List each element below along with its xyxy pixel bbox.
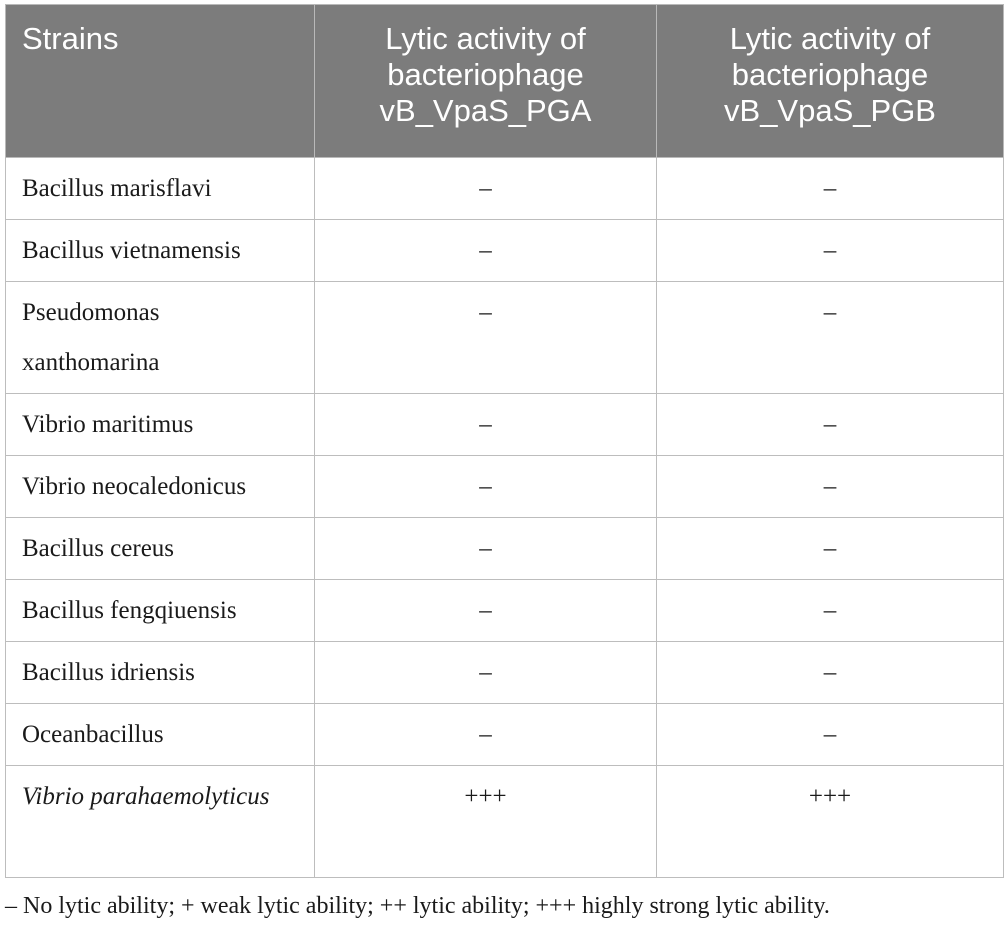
pgb-activity-cell: –	[657, 580, 1004, 642]
pgb-activity-cell: –	[657, 704, 1004, 766]
table-row	[6, 580, 1004, 642]
table-row	[6, 704, 1004, 766]
pgb-activity-cell: +++	[657, 766, 1004, 878]
pga-activity-cell: –	[315, 642, 657, 704]
pga-activity-cell: –	[315, 580, 657, 642]
pga-activity-cell: –	[315, 220, 657, 282]
strain-cell: Bacillus idriensis	[6, 642, 315, 704]
table-footnote: – No lytic ability; + weak lytic ability; ++ lytic ability; +++ highly strong lytic ability.	[5, 893, 830, 919]
strain-cell: Bacillus vietnamensis	[6, 220, 315, 282]
pga-activity-cell: –	[315, 518, 657, 580]
pgb-activity-cell: –	[657, 642, 1004, 704]
table-row	[6, 518, 1004, 580]
pga-activity-cell: –	[315, 704, 657, 766]
pga-activity-cell: –	[315, 394, 657, 456]
pgb-activity-cell: –	[657, 282, 1004, 394]
table-row	[6, 456, 1004, 518]
table-row	[6, 394, 1004, 456]
table-row	[6, 642, 1004, 704]
strain-cell: Oceanbacillus	[6, 704, 315, 766]
pgb-activity-cell: –	[657, 158, 1004, 220]
pgb-activity-cell: –	[657, 394, 1004, 456]
strain-cell: Vibrio neocaledonicus	[6, 456, 315, 518]
lytic-activity-table	[5, 4, 1004, 878]
header-strains: Strains	[6, 5, 315, 158]
strain-cell: Bacillus fengqiuensis	[6, 580, 315, 642]
strain-cell: Vibrio parahaemolyticus	[6, 766, 315, 878]
header-lytic-pgb: Lytic activity of bacteriophage vB_VpaS_PGB	[657, 5, 1004, 158]
strain-cell: Vibrio maritimus	[6, 394, 315, 456]
strain-cell: Pseudomonas xanthomarina	[6, 282, 315, 394]
strain-cell: Bacillus marisflavi	[6, 158, 315, 220]
pga-activity-cell: +++	[315, 766, 657, 878]
pgb-activity-cell: –	[657, 220, 1004, 282]
pgb-activity-cell: –	[657, 518, 1004, 580]
header-lytic-pga: Lytic activity of bacteriophage vB_VpaS_PGA	[315, 5, 657, 158]
table-row	[6, 220, 1004, 282]
table-header-row	[6, 5, 1004, 158]
table-row	[6, 158, 1004, 220]
pgb-activity-cell: –	[657, 456, 1004, 518]
table-row	[6, 766, 1004, 878]
pga-activity-cell: –	[315, 158, 657, 220]
table-row	[6, 282, 1004, 394]
pga-activity-cell: –	[315, 456, 657, 518]
strain-cell: Bacillus cereus	[6, 518, 315, 580]
pga-activity-cell: –	[315, 282, 657, 394]
